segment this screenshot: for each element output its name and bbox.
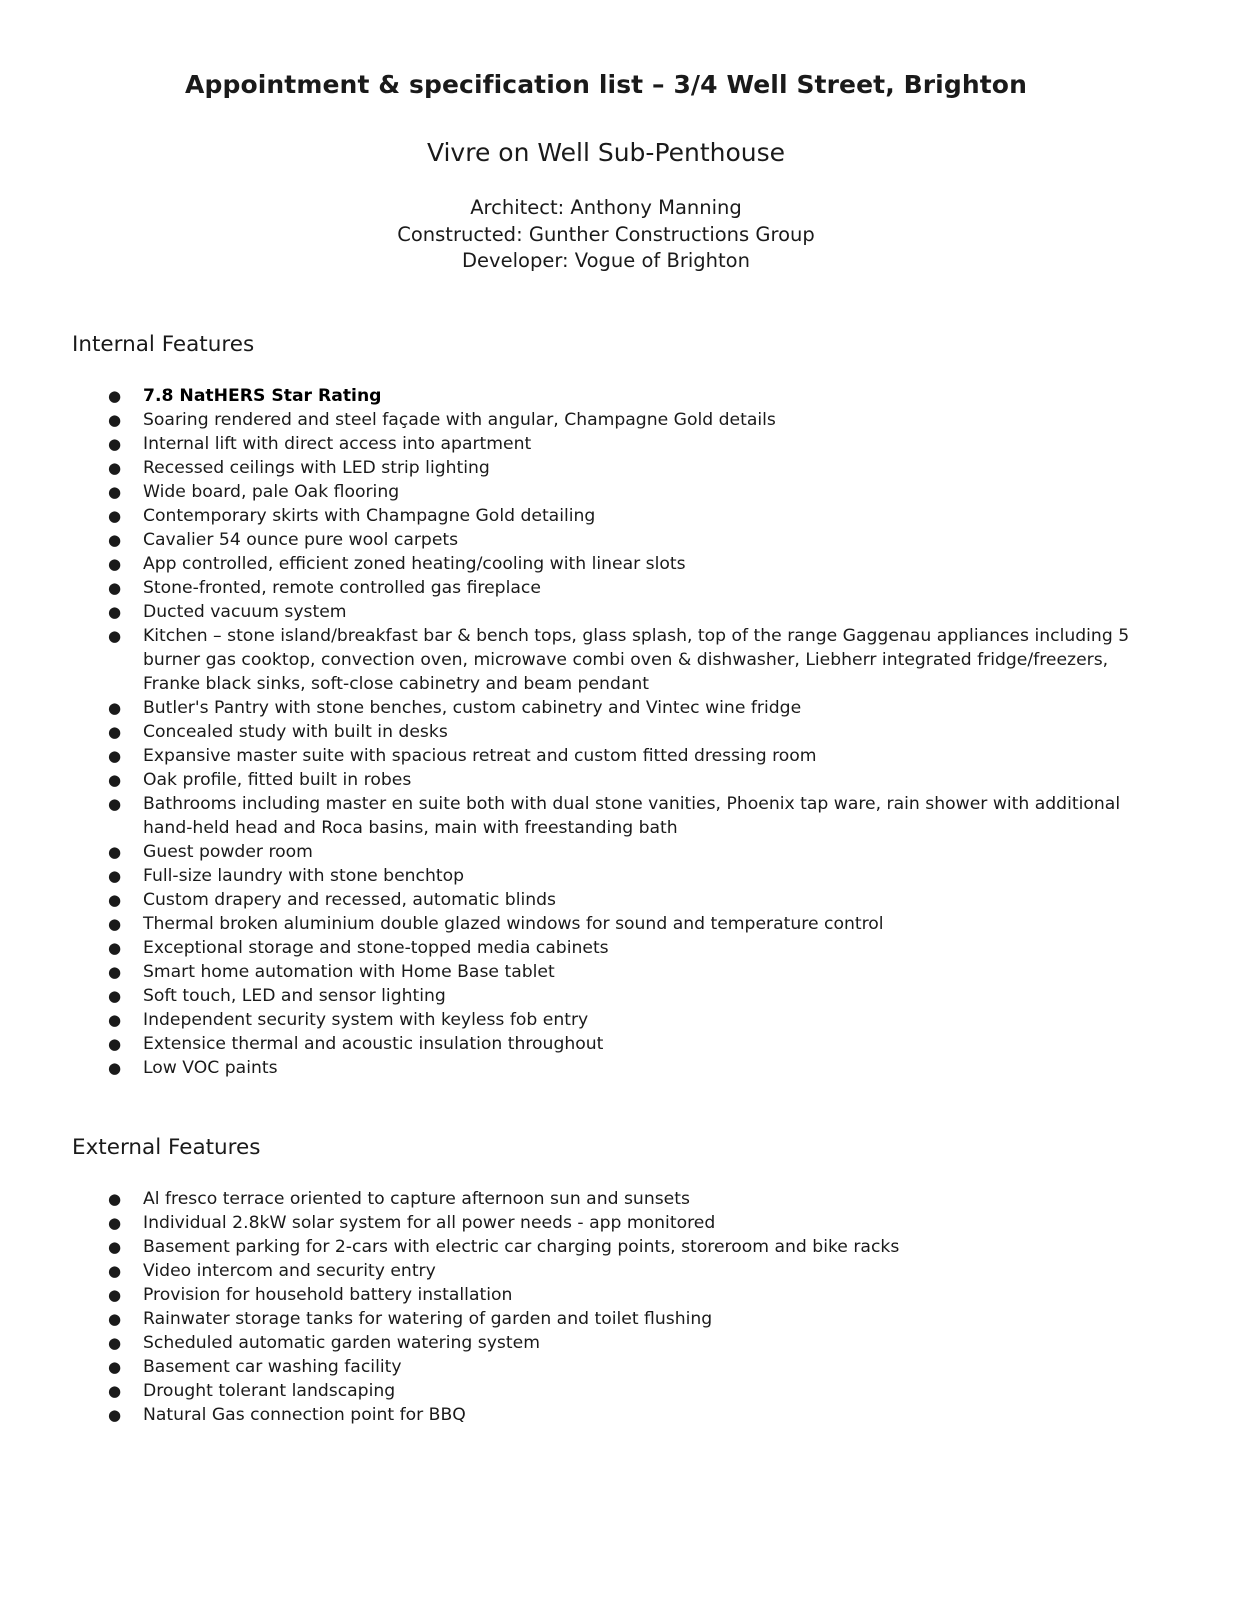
feature-list-item bbox=[0, 1331, 1160, 1355]
feature-text: Basement parking for 2-cars with electric car charging points, storeroom and bike racks bbox=[143, 1237, 900, 1257]
bullet-icon: ● bbox=[108, 1262, 122, 1280]
feature-text: Stone-fronted, remote controlled gas fireplace bbox=[143, 578, 541, 598]
feature-list-item bbox=[0, 792, 1160, 840]
external-features-heading: External Features bbox=[72, 1135, 261, 1160]
feature-text: Soft touch, LED and sensor lighting bbox=[143, 986, 446, 1006]
feature-list-item bbox=[0, 840, 1160, 864]
project-credits bbox=[0, 195, 1212, 275]
bullet-icon: ● bbox=[108, 1238, 122, 1256]
feature-list-item bbox=[0, 600, 1160, 624]
feature-text: 7.8 NatHERS Star Rating bbox=[143, 386, 382, 406]
bullet-icon: ● bbox=[108, 603, 122, 621]
bullet-icon: ● bbox=[108, 483, 122, 501]
feature-list-item bbox=[0, 864, 1160, 888]
feature-list-item bbox=[0, 480, 1160, 504]
internal-features-heading: Internal Features bbox=[72, 332, 255, 357]
feature-text: Video intercom and security entry bbox=[143, 1261, 436, 1281]
feature-text: Internal lift with direct access into apartment bbox=[143, 434, 532, 454]
feature-text: Soaring rendered and steel façade with angular, Champagne Gold details bbox=[143, 410, 776, 430]
bullet-icon: ● bbox=[108, 1406, 122, 1424]
bullet-icon: ● bbox=[108, 723, 122, 741]
feature-list-item bbox=[0, 1032, 1160, 1056]
bullet-icon: ● bbox=[108, 459, 122, 477]
bullet-icon: ● bbox=[108, 1286, 122, 1304]
feature-list-item bbox=[0, 1056, 1160, 1080]
feature-list-item bbox=[0, 552, 1160, 576]
bullet-icon: ● bbox=[108, 1382, 122, 1400]
document-subtitle: Vivre on Well Sub-Penthouse bbox=[426, 138, 786, 167]
feature-text: Rainwater storage tanks for watering of garden and toilet flushing bbox=[143, 1309, 713, 1329]
feature-text: Provision for household battery installation bbox=[143, 1285, 513, 1305]
bullet-icon: ● bbox=[108, 1011, 122, 1029]
feature-text: Basement car washing facility bbox=[143, 1357, 402, 1377]
feature-text: Bathrooms including master en suite both with dual stone vanities, Phoenix tap ware, rain shower with additional hand-held head and Roca basins, main with freestanding bath bbox=[143, 794, 1121, 838]
bullet-icon: ● bbox=[108, 507, 122, 525]
bullet-icon: ● bbox=[108, 939, 122, 957]
feature-text: Expansive master suite with spacious retreat and custom fitted dressing room bbox=[143, 746, 817, 766]
feature-text: Kitchen – stone island/breakfast bar & bench tops, glass splash, top of the range Gaggenau appliances including 5 burner gas cooktop, convection oven, microwave combi oven & dishwasher, Liebherr integrated fridge/freezers, Franke black sinks, soft-close cabinetry and beam pendant bbox=[143, 626, 1130, 694]
feature-text: App controlled, efficient zoned heating/cooling with linear slots bbox=[143, 554, 686, 574]
constructed-credit: Constructed: Gunther Constructions Group bbox=[397, 222, 815, 246]
feature-list-item bbox=[0, 1187, 1160, 1211]
bullet-icon: ● bbox=[108, 1035, 122, 1053]
feature-list-item bbox=[0, 888, 1160, 912]
bullet-icon: ● bbox=[108, 531, 122, 549]
feature-list-item bbox=[0, 912, 1160, 936]
bullet-icon: ● bbox=[108, 891, 122, 909]
feature-list-item bbox=[0, 936, 1160, 960]
feature-text: Independent security system with keyless fob entry bbox=[143, 1010, 589, 1030]
bullet-icon: ● bbox=[108, 387, 122, 405]
feature-list-item bbox=[0, 504, 1160, 528]
feature-text: Natural Gas connection point for BBQ bbox=[143, 1405, 466, 1425]
feature-text: Thermal broken aluminium double glazed windows for sound and temperature control bbox=[143, 914, 884, 934]
feature-list-item bbox=[0, 720, 1160, 744]
feature-text: Scheduled automatic garden watering system bbox=[143, 1333, 540, 1353]
feature-list-item bbox=[0, 528, 1160, 552]
bullet-icon: ● bbox=[108, 579, 122, 597]
feature-list-item bbox=[0, 384, 1160, 408]
feature-text: Recessed ceilings with LED strip lighting bbox=[143, 458, 490, 478]
feature-list-item bbox=[0, 1307, 1160, 1331]
feature-text: Extensice thermal and acoustic insulation throughout bbox=[143, 1034, 604, 1054]
feature-text: Guest powder room bbox=[143, 842, 313, 862]
bullet-icon: ● bbox=[108, 963, 122, 981]
feature-text: Ducted vacuum system bbox=[143, 602, 347, 622]
bullet-icon: ● bbox=[108, 771, 122, 789]
architect-credit: Architect: Anthony Manning bbox=[470, 196, 742, 219]
feature-text: Oak profile, fitted built in robes bbox=[143, 770, 412, 790]
bullet-icon: ● bbox=[108, 555, 122, 573]
bullet-icon: ● bbox=[108, 795, 122, 813]
feature-list-item bbox=[0, 408, 1160, 432]
feature-list-item bbox=[0, 432, 1160, 456]
bullet-icon: ● bbox=[108, 411, 122, 429]
feature-text: Exceptional storage and stone-topped media cabinets bbox=[143, 938, 609, 958]
bullet-icon: ● bbox=[108, 843, 122, 861]
feature-list-item bbox=[0, 1211, 1160, 1235]
bullet-icon: ● bbox=[108, 1310, 122, 1328]
bullet-icon: ● bbox=[108, 1059, 122, 1077]
feature-text: Full-size laundry with stone benchtop bbox=[143, 866, 465, 886]
developer-credit: Developer: Vogue of Brighton bbox=[462, 249, 750, 272]
feature-list-item bbox=[0, 624, 1160, 696]
bullet-icon: ● bbox=[108, 627, 122, 645]
bullet-icon: ● bbox=[108, 699, 122, 717]
bullet-icon: ● bbox=[108, 1334, 122, 1352]
feature-list-item bbox=[0, 1259, 1160, 1283]
feature-list-item bbox=[0, 1355, 1160, 1379]
feature-list-item bbox=[0, 1283, 1160, 1307]
document-title: Appointment & specification list – 3/4 Well Street, Brighton bbox=[185, 70, 1027, 99]
bullet-icon: ● bbox=[108, 747, 122, 765]
external-features-list bbox=[0, 1187, 1160, 1427]
bullet-icon: ● bbox=[108, 867, 122, 885]
feature-list-item bbox=[0, 1403, 1160, 1427]
feature-list-item bbox=[0, 960, 1160, 984]
feature-list-item bbox=[0, 696, 1160, 720]
bullet-icon: ● bbox=[108, 435, 122, 453]
feature-text: Al fresco terrace oriented to capture afternoon sun and sunsets bbox=[143, 1189, 690, 1209]
bullet-icon: ● bbox=[108, 987, 122, 1005]
feature-text: Wide board, pale Oak flooring bbox=[143, 482, 400, 502]
bullet-icon: ● bbox=[108, 1358, 122, 1376]
feature-text: Smart home automation with Home Base tablet bbox=[143, 962, 555, 982]
feature-text: Drought tolerant landscaping bbox=[143, 1381, 396, 1401]
feature-list-item bbox=[0, 1008, 1160, 1032]
feature-list-item bbox=[0, 744, 1160, 768]
feature-text: Individual 2.8kW solar system for all power needs - app monitored bbox=[143, 1213, 716, 1233]
feature-text: Contemporary skirts with Champagne Gold detailing bbox=[143, 506, 596, 526]
bullet-icon: ● bbox=[108, 1190, 122, 1208]
internal-features-list bbox=[0, 384, 1160, 1080]
feature-list-item bbox=[0, 576, 1160, 600]
feature-list-item bbox=[0, 984, 1160, 1008]
feature-text: Custom drapery and recessed, automatic blinds bbox=[143, 890, 557, 910]
feature-text: Butler's Pantry with stone benches, custom cabinetry and Vintec wine fridge bbox=[143, 698, 802, 718]
feature-list-item bbox=[0, 768, 1160, 792]
feature-text: Low VOC paints bbox=[143, 1058, 278, 1078]
feature-list-item bbox=[0, 1379, 1160, 1403]
feature-text: Concealed study with built in desks bbox=[143, 722, 448, 742]
feature-text: Cavalier 54 ounce pure wool carpets bbox=[143, 530, 459, 550]
bullet-icon: ● bbox=[108, 1214, 122, 1232]
feature-list-item bbox=[0, 1235, 1160, 1259]
bullet-icon: ● bbox=[108, 915, 122, 933]
feature-list-item bbox=[0, 456, 1160, 480]
